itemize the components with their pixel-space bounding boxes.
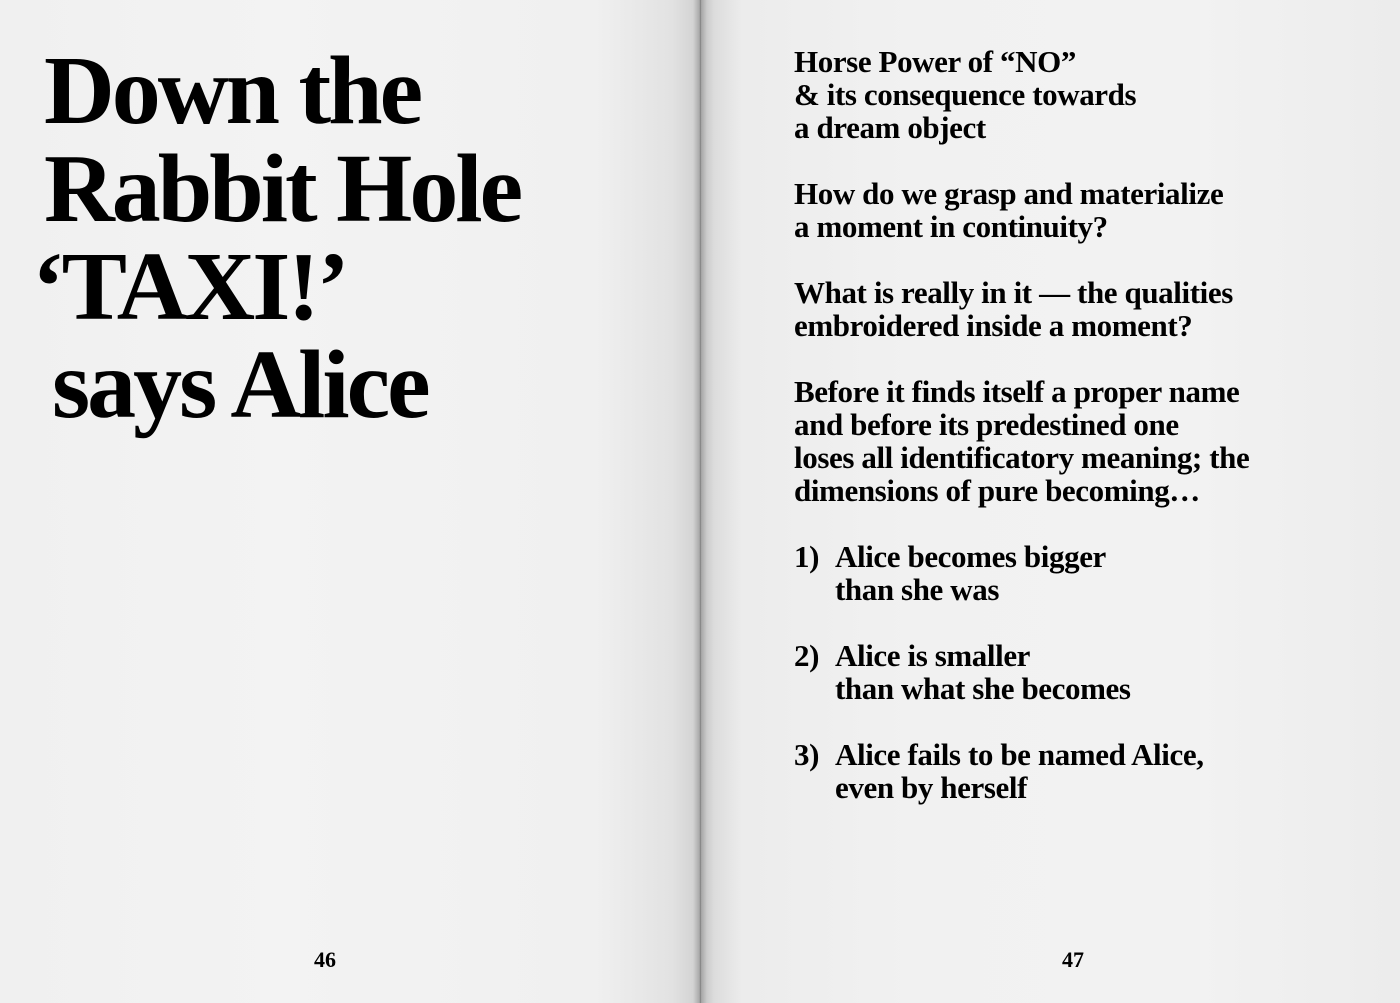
text-line: loses all identificatory meaning; the <box>794 440 1250 475</box>
page-number-right: 47 <box>1062 947 1084 972</box>
list-item-number: 2) <box>794 638 820 673</box>
headline-line: Rabbit Hole <box>44 135 521 243</box>
list-item-text <box>835 540 1106 606</box>
text-line: embroidered inside a moment? <box>794 308 1193 343</box>
paragraph <box>794 45 1374 144</box>
paragraph <box>794 276 1374 342</box>
list-item-number: 3) <box>794 737 820 772</box>
body-text <box>794 45 1374 837</box>
text-line: Alice is smaller <box>835 638 1031 673</box>
list-item <box>794 738 1374 804</box>
text-line: than she was <box>835 572 1000 607</box>
list-item <box>794 540 1374 606</box>
text-line: dimensions of pure becoming… <box>794 473 1200 508</box>
right-page <box>700 0 1400 1003</box>
paragraph <box>794 177 1374 243</box>
text-line: What is really in it — the qualities <box>794 275 1233 310</box>
list-item <box>794 639 1374 705</box>
text-line: a moment in continuity? <box>794 209 1108 244</box>
text-line: even by herself <box>835 770 1028 805</box>
list-item-text <box>835 738 1204 804</box>
headline-line: ‘TAXI!’ <box>32 233 347 341</box>
list-item-text <box>835 639 1131 705</box>
page-headline <box>32 37 521 439</box>
headline-line: Down the <box>44 37 421 145</box>
text-line: & its consequence towards <box>794 77 1137 112</box>
text-line: Alice fails to be named Alice, <box>835 737 1204 772</box>
text-line: How do we grasp and materialize <box>794 176 1224 211</box>
text-line: a dream object <box>794 110 986 145</box>
text-line: Before it finds itself a proper name <box>794 374 1240 409</box>
text-line: Alice becomes bigger <box>835 539 1106 574</box>
paragraph <box>794 375 1374 507</box>
text-line: than what she becomes <box>835 671 1131 706</box>
text-line: and before its predestined one <box>794 407 1179 442</box>
list-item-number: 1) <box>794 539 820 574</box>
book-gutter-shadow <box>693 0 707 1003</box>
text-line: Horse Power of “NO” <box>794 44 1076 79</box>
page-number-left: 46 <box>314 947 336 972</box>
headline-line: says Alice <box>52 331 428 439</box>
